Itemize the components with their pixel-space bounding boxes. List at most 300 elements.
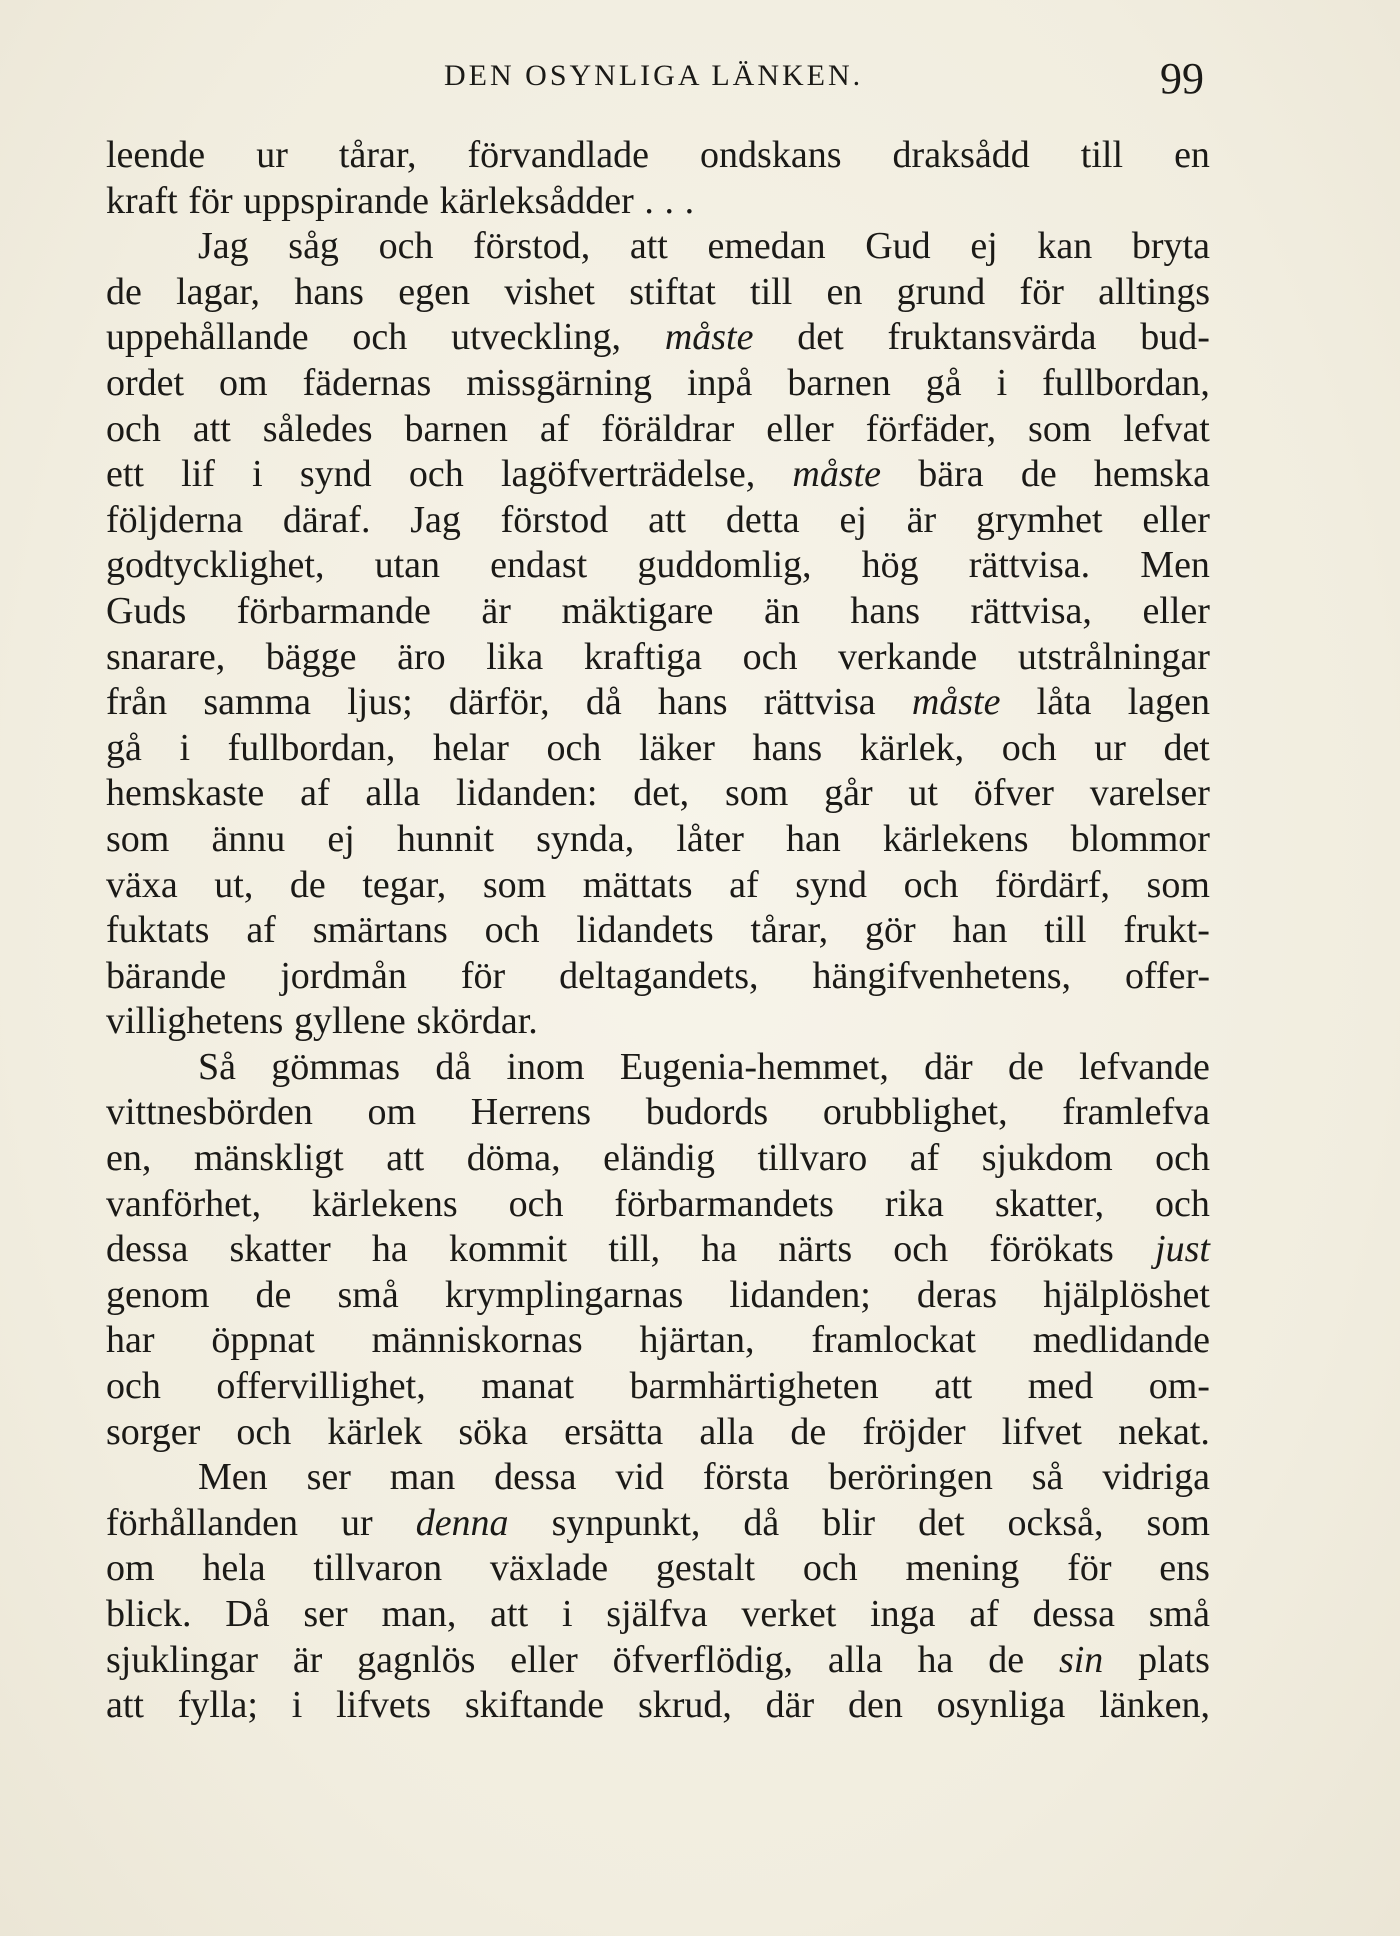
word: leende: [106, 134, 206, 176]
word: för: [460, 954, 506, 997]
word: kärlek: [327, 1410, 423, 1453]
word: äro: [397, 635, 446, 678]
word: lika: [486, 635, 544, 678]
word: plats: [1138, 1638, 1210, 1681]
word: låter: [676, 817, 744, 860]
word: dessa: [494, 1456, 577, 1499]
text-line: [106, 1045, 1210, 1091]
text-line: [106, 179, 1210, 225]
word: endast: [490, 544, 588, 587]
word: själfva: [606, 1593, 708, 1635]
word: orubblighet,: [822, 1091, 1008, 1134]
word: för: [1067, 1547, 1112, 1590]
text-line: [106, 1455, 1210, 1501]
word: också,: [1007, 1501, 1104, 1544]
word: alltings: [1098, 270, 1210, 313]
word: sjuklingar: [106, 1638, 258, 1681]
word: fullbordan,: [1042, 361, 1210, 404]
word: det: [918, 1501, 965, 1544]
word: och: [903, 863, 959, 906]
text-line: [106, 498, 1210, 544]
text-line: [106, 726, 1210, 772]
word: till: [1080, 134, 1124, 176]
word: eller: [1142, 589, 1210, 632]
word: om: [219, 361, 268, 404]
word: då: [435, 1045, 472, 1088]
word: hans: [850, 589, 921, 632]
word: deltagandets,: [559, 954, 759, 997]
word: blir: [822, 1501, 876, 1544]
word: utstrålningar: [1017, 635, 1210, 678]
word: i: [561, 1593, 573, 1635]
word: ser: [306, 1456, 351, 1499]
word: frukt-: [1123, 909, 1210, 952]
word: skördar.: [416, 1000, 538, 1043]
word: växlade: [489, 1547, 609, 1590]
word: ett: [106, 453, 144, 496]
word: Gud: [865, 225, 931, 268]
word: ersätta: [564, 1410, 664, 1453]
word: och: [378, 225, 434, 268]
word: eller: [510, 1638, 578, 1681]
word: missgärning: [466, 361, 653, 404]
word: de: [106, 270, 142, 313]
word: gömmas: [271, 1045, 401, 1088]
word: krymplingarnas: [444, 1273, 684, 1316]
word: små: [337, 1273, 399, 1316]
word: som: [1146, 1501, 1210, 1544]
word: lagöfverträdelse,: [500, 453, 756, 496]
word: och: [236, 1410, 292, 1453]
word: är: [292, 1638, 323, 1681]
text-line: [106, 908, 1210, 954]
word: för: [188, 179, 233, 222]
word: bryta: [1131, 225, 1210, 268]
word: synd: [299, 453, 372, 496]
word: hans: [294, 270, 364, 313]
word: utveckling,: [451, 316, 621, 359]
text-line: [106, 817, 1210, 863]
word: Då: [225, 1593, 270, 1635]
word: att: [192, 407, 231, 450]
word: i: [291, 1684, 303, 1727]
word: en: [1174, 134, 1210, 176]
word: till: [1044, 909, 1087, 952]
word: tårar,: [750, 909, 829, 952]
word: mäktigare: [561, 589, 714, 632]
word: lifvet: [1001, 1410, 1082, 1453]
word: fröjder: [862, 1410, 966, 1453]
word: alla: [699, 1410, 755, 1453]
word: Eugenia-hemmet,: [619, 1045, 889, 1088]
word: i: [252, 453, 263, 496]
word: förökats: [989, 1228, 1114, 1271]
text-line: [106, 1638, 1210, 1684]
word: gestalt: [655, 1547, 756, 1590]
page-number: 99: [1160, 54, 1204, 103]
word: rättvisa: [763, 681, 876, 724]
word: öppnat: [211, 1319, 315, 1362]
word: föräldrar: [601, 407, 735, 450]
word: ej: [970, 225, 998, 268]
word: medlidande: [1032, 1319, 1210, 1362]
word: Jag: [410, 498, 461, 541]
word: synd: [795, 863, 867, 906]
word: är: [906, 498, 937, 541]
word: lagar,: [176, 270, 261, 313]
word: synpunkt,: [551, 1501, 701, 1544]
word: måste: [911, 681, 1001, 724]
text-line: [106, 1364, 1210, 1410]
word: vanförhet,: [106, 1182, 262, 1225]
word: kärleksådder: [439, 179, 634, 222]
word: ha: [917, 1638, 954, 1681]
word: inga: [870, 1593, 936, 1635]
word: smärtans: [312, 909, 448, 952]
word: samma: [203, 681, 312, 724]
word: ur: [341, 1501, 373, 1544]
word: såg: [288, 225, 339, 268]
word: till: [750, 270, 793, 313]
word: det: [797, 316, 844, 359]
word: af: [729, 863, 759, 906]
word: om-: [1148, 1365, 1210, 1408]
word: hjärtan,: [639, 1319, 755, 1362]
word: och: [546, 726, 602, 769]
word: framlefva: [1062, 1091, 1210, 1134]
word: offervillighet,: [216, 1365, 426, 1408]
word: kraft: [106, 179, 178, 222]
word: nekat.: [1118, 1410, 1210, 1453]
word: kommit: [448, 1228, 568, 1271]
word: kärlekens: [312, 1182, 458, 1225]
text-line: [106, 1273, 1210, 1319]
word: barmhärtigheten: [629, 1365, 879, 1408]
word: vittnesbörden: [106, 1091, 313, 1134]
word: fuktats: [106, 909, 210, 952]
word: grymhet: [975, 498, 1103, 541]
word: hans: [657, 681, 728, 724]
word: sorger: [106, 1410, 201, 1453]
word: blick.: [106, 1593, 192, 1635]
word: tillvaron: [313, 1547, 443, 1590]
text-line: [106, 224, 1210, 270]
word: rika: [884, 1182, 944, 1225]
word: de: [255, 1273, 292, 1316]
word: de: [988, 1638, 1025, 1681]
word: grund: [896, 270, 986, 313]
word: Guds: [106, 589, 187, 632]
word: lif: [181, 453, 215, 496]
word: som: [724, 772, 789, 815]
word: alla: [827, 1638, 883, 1681]
word: första: [702, 1456, 790, 1499]
text-line: [106, 1182, 1210, 1228]
word: sjukdom: [981, 1137, 1113, 1180]
word: och: [352, 316, 408, 359]
word: af: [909, 1137, 940, 1180]
word: skatter,: [994, 1182, 1105, 1225]
word: man,: [381, 1593, 457, 1635]
word: länken,: [1099, 1684, 1210, 1727]
word: skrud,: [637, 1684, 732, 1727]
word: bära: [918, 453, 984, 496]
word: kärlekens: [882, 817, 1029, 860]
word: hela: [202, 1547, 266, 1590]
word: af: [969, 1593, 999, 1635]
word: ut: [908, 772, 938, 815]
word: blommor: [1070, 817, 1210, 860]
word: öfver: [973, 772, 1054, 815]
word: eller: [766, 407, 834, 450]
word: gå: [925, 361, 962, 404]
word: man: [389, 1456, 456, 1499]
text-line: [106, 133, 1210, 179]
word: en: [826, 270, 863, 313]
body-text: [106, 133, 1210, 1729]
word: Så: [198, 1045, 236, 1088]
word: små: [1148, 1593, 1210, 1635]
word: förstod: [500, 498, 609, 541]
word: alla: [365, 772, 421, 815]
word: bägge: [265, 635, 357, 678]
text-line: [106, 543, 1210, 589]
word: där: [924, 1045, 973, 1088]
word: just: [1155, 1228, 1210, 1271]
word: ondskans: [700, 134, 842, 176]
word: och: [508, 1182, 564, 1225]
word: således: [262, 407, 373, 450]
word: budords: [645, 1091, 769, 1134]
word: och: [1155, 1182, 1210, 1225]
word: de: [289, 863, 326, 906]
text-line: [106, 407, 1210, 453]
word: söka: [458, 1410, 529, 1453]
word: hans: [752, 726, 823, 769]
word: och: [106, 407, 161, 450]
word: barnen: [404, 407, 508, 450]
word: hög: [861, 544, 919, 587]
text-line: [106, 1501, 1210, 1547]
word: inpå: [687, 361, 753, 404]
word: af: [246, 909, 276, 952]
word: varelser: [1089, 772, 1210, 815]
word: ser: [303, 1593, 348, 1635]
word: vishet: [504, 270, 595, 313]
word: och: [893, 1228, 949, 1271]
word: sin: [1058, 1638, 1104, 1681]
word: att: [629, 225, 668, 268]
word: så: [1031, 1456, 1064, 1499]
word: barnen: [787, 361, 891, 404]
word: ännu: [211, 817, 286, 860]
word: hängifvenhetens,: [812, 954, 1071, 997]
word: ha: [371, 1228, 408, 1271]
word: synda,: [536, 817, 635, 860]
text-line: [106, 771, 1210, 817]
word: dessa: [1032, 1593, 1115, 1635]
word: lefvande: [1079, 1045, 1210, 1088]
text-line: [106, 1090, 1210, 1136]
word: bud-: [1140, 316, 1210, 359]
text-line: [106, 680, 1210, 726]
word: hjälplöshet: [1043, 1273, 1210, 1316]
word: människornas: [371, 1319, 583, 1362]
word: vid: [615, 1456, 664, 1499]
word: inom: [506, 1045, 585, 1088]
text-line: [106, 1136, 1210, 1182]
word: som: [482, 863, 547, 906]
word: uppspirande: [243, 179, 430, 222]
word: denna: [415, 1501, 509, 1544]
word: egen: [398, 270, 470, 313]
word: mättats: [582, 863, 693, 906]
word: hemskaste: [106, 772, 265, 815]
text-line: [106, 270, 1210, 316]
word: en,: [106, 1137, 152, 1180]
word: som: [1028, 407, 1092, 450]
word: om: [106, 1547, 155, 1590]
word: än: [763, 589, 800, 632]
word: med: [1027, 1365, 1094, 1408]
text-line: [106, 1318, 1210, 1364]
word: för: [1019, 270, 1064, 313]
word: eländig: [603, 1137, 715, 1180]
word: fylla;: [177, 1684, 258, 1727]
word: närts: [778, 1228, 853, 1271]
word: Jag: [198, 225, 249, 268]
word: det: [1163, 726, 1210, 769]
word: som: [106, 817, 170, 860]
word: verket: [741, 1593, 837, 1635]
word: och: [1155, 1137, 1210, 1180]
word: förvandlade: [467, 134, 649, 176]
word: och: [802, 1547, 858, 1590]
word: fullbordan,: [227, 726, 396, 769]
word: fördärf,: [995, 863, 1110, 906]
word: osynliga: [936, 1684, 1066, 1727]
text-line: [106, 1546, 1210, 1592]
word: i: [179, 726, 191, 769]
word: gå: [106, 726, 142, 769]
word: ens: [1159, 1547, 1210, 1590]
text-line: [106, 315, 1210, 361]
word: att: [648, 498, 687, 541]
word: .: [664, 179, 675, 222]
word: ur: [256, 134, 288, 176]
word: från: [106, 681, 168, 724]
text-line: [106, 361, 1210, 407]
word: tårar,: [338, 134, 417, 176]
word: .: [684, 179, 695, 222]
word: då: [743, 1501, 780, 1544]
running-head: [0, 56, 1400, 106]
word: till,: [608, 1228, 661, 1271]
word: tegar,: [362, 863, 447, 906]
word: gör: [864, 909, 916, 952]
word: förbarmande: [236, 589, 431, 632]
text-line: [106, 863, 1210, 909]
word: han: [952, 909, 1008, 952]
word: rättvisa,: [970, 589, 1092, 632]
word: de: [790, 1410, 827, 1453]
text-line: [106, 635, 1210, 681]
word: och: [106, 1365, 161, 1408]
word: därför,: [448, 681, 550, 724]
word: det,: [633, 772, 690, 815]
word: manat: [481, 1365, 575, 1408]
word: och: [484, 909, 540, 952]
word: deras: [916, 1273, 998, 1316]
word: kan: [1037, 225, 1093, 268]
word: kraftiga: [583, 635, 702, 678]
word: gagnlös: [357, 1638, 476, 1681]
word: jordmån: [280, 954, 407, 997]
word: ej: [839, 498, 867, 541]
word: dessa: [106, 1228, 189, 1271]
word: förbarmandets: [614, 1182, 834, 1225]
word: han: [785, 817, 841, 860]
text-line: [106, 999, 1210, 1045]
word: fruktansvärda: [887, 316, 1097, 359]
word: mening: [905, 1547, 1020, 1590]
word: den: [847, 1684, 903, 1727]
word: skatter: [229, 1228, 331, 1271]
word: detta: [725, 498, 800, 541]
word: förfäder,: [865, 407, 997, 450]
word: lagen: [1127, 681, 1210, 724]
word: de: [1007, 1045, 1044, 1088]
word: och: [1001, 726, 1057, 769]
word: förstod,: [473, 225, 591, 268]
word: framlockat: [811, 1319, 976, 1362]
word: följderna: [106, 498, 244, 541]
word: hunnit: [396, 817, 495, 860]
text-line: [106, 954, 1210, 1000]
word: om: [367, 1091, 417, 1134]
word: Men: [1140, 544, 1210, 587]
word: ordet: [106, 361, 185, 404]
word: däraf.: [282, 498, 371, 541]
text-line: [106, 1410, 1210, 1456]
text-line: [106, 589, 1210, 635]
word: ej: [327, 817, 355, 860]
word: skiftande: [464, 1684, 605, 1727]
word: att: [490, 1593, 529, 1635]
word: då: [585, 681, 622, 724]
word: lefvat: [1123, 407, 1210, 450]
word: draksådd: [892, 134, 1030, 176]
word: lidanden:: [456, 772, 598, 815]
word: lidanden;: [729, 1273, 871, 1316]
word: uppehållande: [106, 316, 309, 359]
word: ut,: [214, 863, 254, 906]
word: ur: [1094, 726, 1126, 769]
text-line: [106, 1227, 1210, 1273]
word: af: [300, 772, 330, 815]
word: utan: [374, 544, 441, 587]
text-line: [106, 452, 1210, 498]
word: har: [106, 1319, 155, 1362]
word: eller: [1142, 498, 1210, 541]
word: snarare,: [106, 635, 226, 678]
word: mänskligt: [193, 1137, 344, 1180]
word: hemska: [1093, 453, 1210, 496]
word: öfverflödig,: [612, 1638, 794, 1681]
word: guddomlig,: [637, 544, 812, 587]
text-line: [106, 1592, 1210, 1638]
word: i: [996, 361, 1008, 404]
